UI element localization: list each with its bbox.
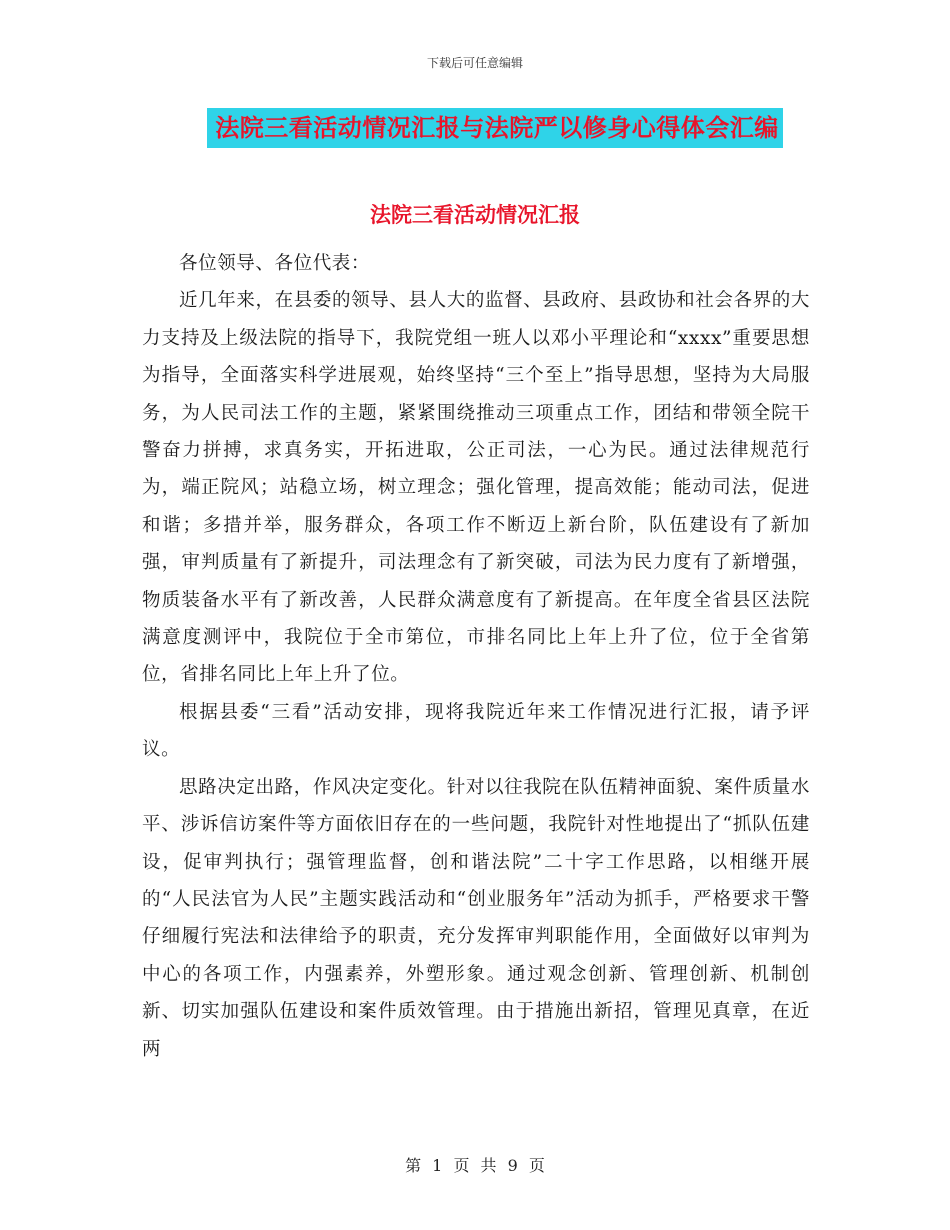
document-sub-title: 法院三看活动情况汇报	[370, 202, 580, 227]
salutation-paragraph: 各位领导、各位代表：	[179, 253, 371, 274]
body-paragraph: 近几年来，在县委的领导、县人大的监督、县政府、县政协和社会各界的大力支持及上级法院的指导下，我院党组一班人以邓小平理论和“xxxx”重要思想为指导，全面落实科学进展观，始终坚持“三个至上”指导思想，坚持为大局服务，为人民司法工作的主题，紧紧围绕推动三项重点工作，团结和带领全院干警奋力拼搏，求真务实，开拓进取，公正司法，一心为民。通过法律规范行为，端正院风；站稳立场，树立理念；强化管理，提高效能；能动司法，促进和谐；多措并举，服务群众，各项工作不断迈上新台阶，队伍建设有了新加强，审判质量有了新提升，司法理念有了新突破，司法为民力度有了新增强，物质装备水平有了新改善，人民群众满意度有了新提高。在年度全省县区法院满意度测评中，我院位于全市第位，市排名同比上年上升了位，位于全省第位，省排名同比上年上升了位。	[142, 290, 810, 686]
body-paragraph: 思路决定出路，作风决定变化。针对以往我院在队伍精神面貌、案件质量水平、涉诉信访案件等方面依旧存在的一些问题，我院针对性地提出了“抓队伍建设，促审判执行；强管理监督，创和谐法院”二十字工作思路，以相继开展的“人民法官为人民”主题实践活动和“创业服务年”活动为抓手，严格要求干警仔细履行宪法和法律给予的职责，充分发挥审判职能作用，全面做好以审判为中心的各项工作，内强素养，外塑形象。通过观念创新、管理创新、机制创新、切实加强队伍建设和案件质效管理。由于措施出新招，管理见真章，在近两	[142, 776, 810, 1060]
document-body	[142, 245, 810, 1068]
page-footer: 第 1 页 共 9 页	[405, 1156, 545, 1175]
header-note: 下载后可任意编辑	[426, 56, 523, 70]
document-main-title: 法院三看活动情况汇报与法院严以修身心得体会汇编	[207, 108, 783, 148]
main-title-wrap	[0, 108, 950, 148]
body-paragraph: 根据县委“三看”活动安排，现将我院近年来工作情况进行汇报，请予评议。	[142, 701, 810, 761]
